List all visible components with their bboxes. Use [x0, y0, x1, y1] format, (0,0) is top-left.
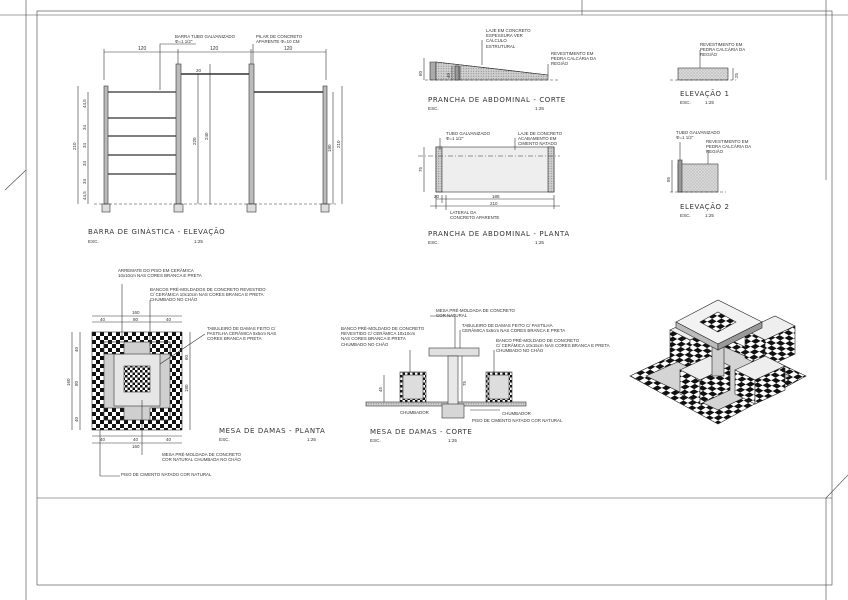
barra-dim-top-1: 120 — [138, 46, 147, 52]
prancha-corte-dim-2: 40 — [446, 72, 451, 78]
mesa-corte-note-banco-r: BANCO PRÉ-MOLDADO DE CONCRETO C/ CERÂMICA 10x15cm NAS CORES BRANCA E PRETA CHUMBADO NO CHÃO — [496, 338, 610, 354]
prancha-planta-title: PRANCHA DE ABDOMINAL - PLANTA — [428, 230, 570, 238]
mesa-planta-dim-bottom-2: 40 — [133, 437, 139, 442]
mesa-planta-note-arremate: ARREMATE DO PISO EM CERÂMICA 10x10cm NAS CORES BRANCA E PRETA — [118, 268, 202, 279]
mesa-planta-dim-left-2: 80 — [74, 380, 79, 386]
prancha-corte-esc: ESC. — [428, 106, 439, 111]
barra-dim-mid-1: 220 — [192, 137, 197, 145]
prancha-planta-dim-1: 20 — [434, 194, 440, 199]
barra-title: BARRA DE GINÁSTICA - ELEVAÇÃO — [88, 228, 226, 236]
mesa-corte-note-piso: PISO DE CIMENTO NATADO COR NATURAL — [472, 418, 563, 423]
mesa-planta-note-bancos: BANCOS PRÉ-MOLDADOS DE CONCRETO REVESTIDO C/ CERÂMICA 10x10cm NAS CORES BRANCA E PRETA CHUMBADO NO CHÃO — [150, 287, 266, 303]
elevacao2-title: ELEVAÇÃO 2 — [680, 203, 730, 211]
mesa-planta-scale: 1:25 — [307, 437, 316, 442]
prancha-planta-scale: 1:25 — [535, 240, 544, 245]
prancha-corte-dim-1: 60 — [418, 70, 423, 76]
mesa-corte-dim-mid: 75 — [462, 380, 467, 386]
barra-dim-left-5: 34 — [82, 178, 87, 184]
elevacao2-scale: 1:25 — [705, 213, 714, 218]
mesa-planta-dim-top-1: 40 — [100, 317, 106, 322]
mesa-corte-note-mesa: MESA PRÉ-MOLDADA DE CONCRETO COR NATURAL — [436, 308, 515, 319]
barra-note-tube: BARRA TUBO GALVANIZADO Φ=1 1/2" — [175, 34, 236, 45]
elevacao1-scale: 1:25 — [705, 100, 714, 105]
prancha-planta-dim-3: 210 — [490, 201, 498, 206]
mesa-planta-dim-bottom-3: 40 — [166, 437, 172, 442]
barra-dim-left-6: 44,5 — [82, 191, 87, 200]
mesa-corte-note-tabuleiro: TABULEIRO DE DAMAS FEITO C/ PASTILHA CERÂMICA 5x5cm NAS CORES BRANCA E PRETA — [462, 323, 566, 334]
prancha-planta-drawing — [418, 138, 560, 210]
prancha-planta-note-laje: LAJE DE CONCRETO ACABAMENTO EM CIMENTO NATADO — [518, 131, 563, 147]
barra-drawing — [78, 44, 342, 212]
barra-esc: ESC. — [88, 239, 99, 244]
mesa-planta-dim-top-2: 80 — [133, 317, 139, 322]
barra-dim-left-total: 210 — [72, 142, 77, 150]
barra-dim-top-2: 120 — [210, 46, 219, 52]
mesa-planta-dim-right-2: 180 — [184, 384, 189, 392]
prancha-corte-scale: 1:25 — [535, 106, 544, 111]
elevacao1-esc: ESC. — [680, 100, 691, 105]
barra-dim-top-3: 120 — [284, 46, 293, 52]
prancha-corte-title: PRANCHA DE ABDOMINAL - CORTE — [428, 96, 566, 104]
mesa-planta-dim-left-3: 40 — [74, 416, 79, 422]
barra-dim-left-3: 34 — [82, 142, 87, 148]
barra-dim-gap: 20 — [196, 68, 202, 73]
mesa-planta-dim-top-total: 160 — [132, 310, 140, 315]
elevacao2-dim: 85 — [666, 176, 671, 182]
prancha-planta-esc: ESC. — [428, 240, 439, 245]
elevacao1-note: REVESTIMENTO EM PEDRA CALCÁRIA DA REGIÃO — [700, 42, 746, 58]
mesa-planta-dim-bottom-total: 160 — [132, 444, 140, 449]
elevacao2-note-tube: TUBO GALVANIZADO Φ=1 1/2" — [676, 130, 720, 141]
barra-note-pillar: PILAR DE CONCRETO APARENTE Φ=10 CM — [256, 34, 303, 45]
barra-scale: 1:25 — [194, 239, 203, 244]
mesa-corte-note-banco-l: BANCO PRÉ-MOLDADO DE CONCRETO REVESTIDO C/ CERÂMICA 10x10cm NAS CORES BRANCA E PRETA CHUMBADO NO CHÃO — [341, 326, 425, 347]
prancha-planta-note-lateral: LATERAL DA CONCRETO APARENTE — [450, 210, 500, 221]
prancha-planta-note-tube: TUBO GALVANIZADO Φ=1 1/2" — [446, 131, 490, 142]
elevacao2-esc: ESC. — [680, 213, 691, 218]
barra-dim-left-4: 34 — [82, 160, 87, 166]
mesa-corte-title: MESA DE DAMAS - CORTE — [370, 428, 473, 436]
prancha-planta-dim-2: 185 — [492, 194, 500, 199]
mesa-corte-scale: 1:25 — [448, 438, 457, 443]
prancha-corte-note-laje: LAJE EM CONCRETO ESPESSURA VER CÁLCULO ESTRUTURAL — [486, 28, 531, 49]
barra-dim-right-1: 180 — [327, 144, 332, 152]
mesa-planta-note-piso: PISO DE CIMENTO NATADO COR NATURAL — [121, 472, 212, 477]
barra-dim-left-1: 44,5 — [82, 99, 87, 108]
elevacao1-dim: 25 — [734, 72, 739, 78]
mesa-isometric — [630, 300, 806, 424]
elevacao1-title: ELEVAÇÃO 1 — [680, 90, 730, 98]
mesa-planta-dim-top-3: 40 — [166, 317, 172, 322]
mesa-planta-dim-left-total: 160 — [66, 378, 71, 386]
mesa-planta-dim-left-1: 40 — [74, 346, 79, 352]
prancha-corte-note-reveste: REVESTIMENTO EM PEDRA CALCÁRIA DA REGIÃO — [551, 51, 597, 67]
mesa-planta-note-tabuleiro: TABULEIRO DE DAMAS FEITO C/ PASTILHA CERÂMICA 5x5cm NAS CORES BRANCA E PRETA — [207, 326, 277, 342]
mesa-planta-note-mesa: MESA PRÉ-MOLDADA DE CONCRETO COR NATURAL CHUMBADA NO CHÃO — [162, 452, 241, 463]
mesa-planta-esc: ESC. — [219, 437, 230, 442]
mesa-corte-note-chumbador-l: CHUMBADOR — [400, 410, 429, 415]
mesa-corte-dim-left: 45 — [378, 386, 383, 392]
elevacao2-note-reveste: REVESTIMENTO EM PEDRA CALCÁRIA DA REGIÃO — [706, 139, 752, 155]
mesa-corte-note-chumbador-r: CHUMBADOR — [502, 411, 531, 416]
mesa-planta-title: MESA DE DAMAS - PLANTA — [219, 427, 326, 435]
mesa-planta-dim-right-1: 60 — [184, 354, 189, 360]
barra-dim-right-2: 210 — [336, 140, 341, 148]
barra-dim-mid-2: 240 — [204, 132, 209, 140]
mesa-corte-esc: ESC. — [370, 438, 381, 443]
barra-dim-left-2: 34 — [82, 124, 87, 130]
mesa-planta-dim-bottom-1: 40 — [100, 437, 106, 442]
prancha-planta-dim-height: 75 — [418, 166, 423, 172]
